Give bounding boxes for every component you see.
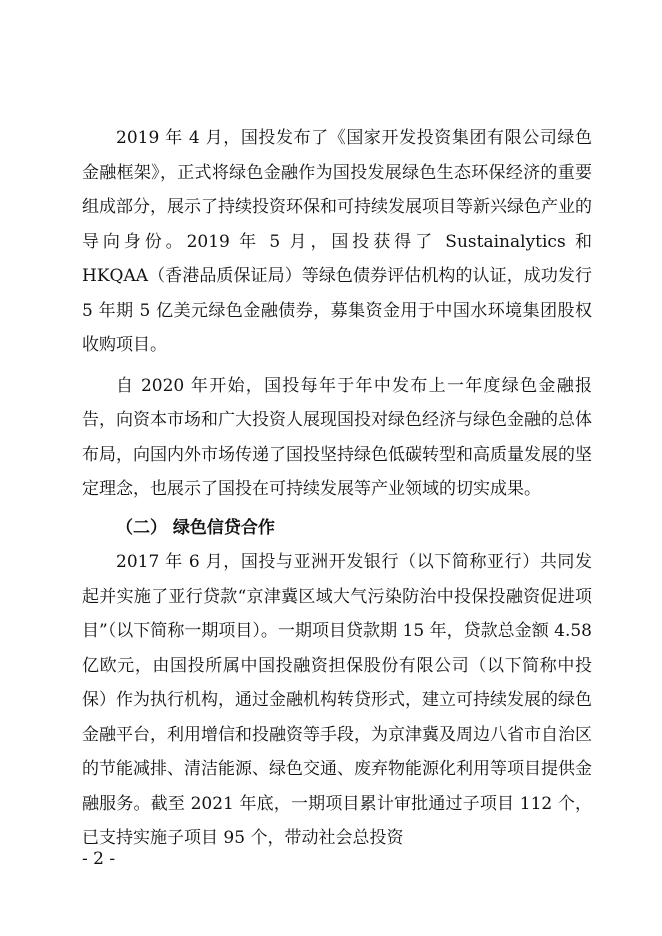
paragraph-green-finance-framework: 2019 年 4 月，国投发布了《国家开发投资集团有限公司绿色金融框架》，正式将绿色金融作为国投发展绿色生态环保经济的重要组成部分，展示了持续投资环保和可持续发展项目等新兴绿色产业的导向身份。2019 年 5 月，国投获得了 Sustainalytics 和 HKQAA（香港品质保证局）等绿色债券评估机构的认证，成功发行 5 年期 5 亿美元绿色金融债券，募集资金用于中国水环境集团股权收购项目。 (82, 128, 592, 355)
section-heading-green-credit: （二） 绿色信贷合作 (116, 517, 275, 538)
paragraph-annual-green-finance-report: 自 2020 年开始，国投每年于年中发布上一年度绿色金融报告，向资本市场和广大投资人展现国投对绿色经济与绿色金融的总体布局，向国内外市场传递了国投坚持绿色低碳转型和高质量发展的坚定理念，也展示了国投在可持续发展等产业领域的切实成果。 (82, 375, 592, 499)
paragraph-adb-loan-project: 2017 年 6 月，国投与亚洲开发银行（以下简称亚行）共同发起并实施了亚行贷款“京津冀区域大气污染防治中投保投融资促进项目”（以下简称一期项目）。一期项目贷款期 15 年，贷款总金额 4.58 亿欧元，由国投所属中国投融资担保股份有限公司（以下简称中投保）作为执行机构，通过金融机构转贷形式，建立可持续发展的绿色金融平台，利用增信和投融资等手段，为京津冀及周边八省市自治区的节能减排、清洁能源、绿色交通、废弃物能源化利用等项目提供金融服务。截至 2021 年底，一期项目累计审批通过子项目 112 个，已支持实施子项目 95 个，带动社会总投资 (82, 552, 592, 848)
page-number: - 2 - (82, 849, 116, 869)
document-body (82, 121, 592, 856)
